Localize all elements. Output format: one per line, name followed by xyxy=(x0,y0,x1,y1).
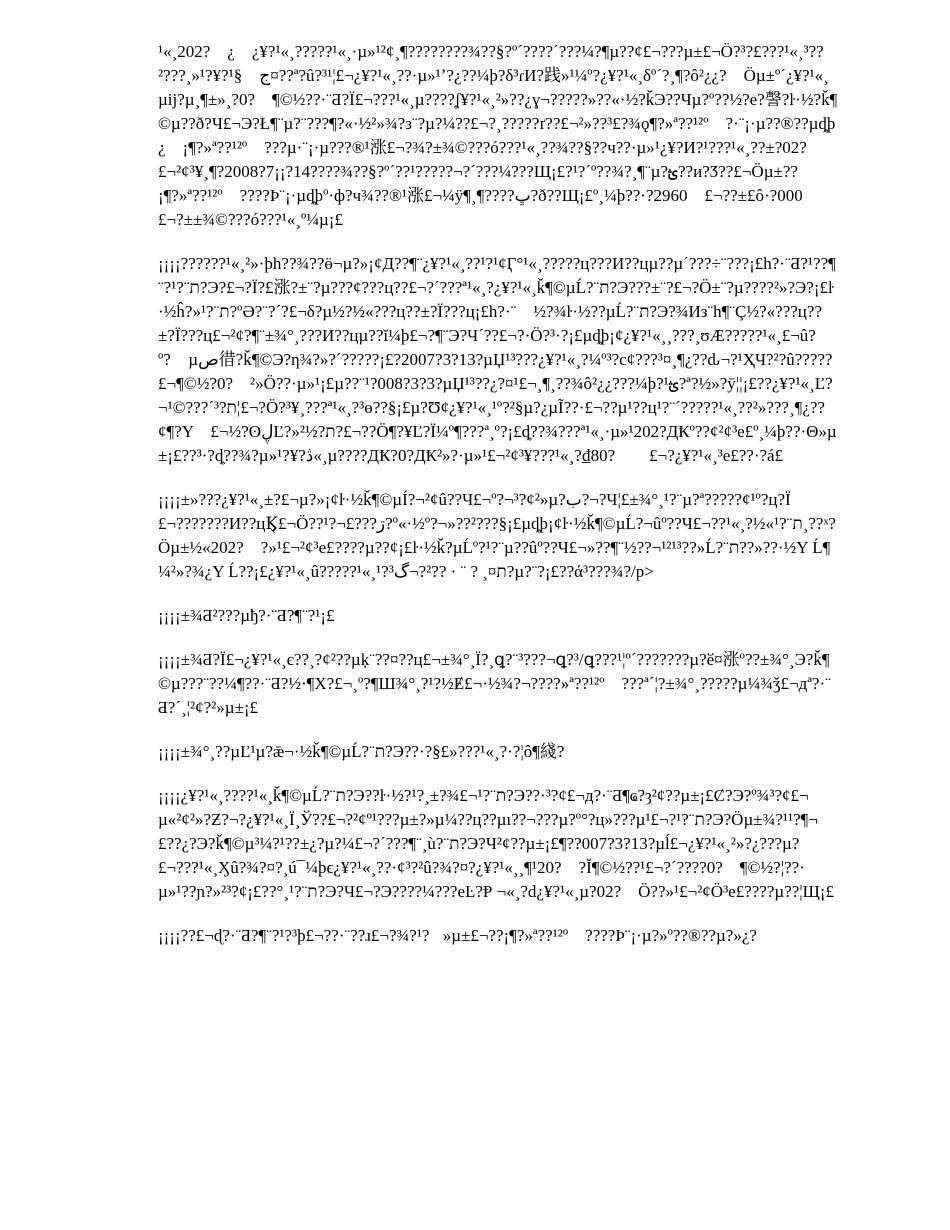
paragraph-1: ¹«¸202? ¿ ¿¥?¹«¸?????¹«¸·µ»¹²¢¸¶????????¾??§?º´????´???¼?¶µ??¢£¬???µ±£¬Ö?³?£???¹«¸³??²???¸»¹?¥?ج §¹¤??ª?û?³¹¦£¬¿¥?¹«¸??·µ»¹ʼ?¿??¼þ?δ³ɾИ?践»¹¼º?¿¥?¹«¸δº´?¸¶?ô²¿¿? Öµ±º´¿¥?¹«¸µij?µ¸¶±»¸?0? ¶©½??·¨Ƌ?Ï£¬???¹«¸µ????ʆ¥?¹«¸²»??¿ɣ¬?????»??«·½?ǩЭ??Чµ?º??½?е?謦?ŀ·½?ǩ¶©µ??ð?Ч£¬Э?Ł¶¨µ?¨???¶?«·½²»¾?з¨?µ?¼??£¬?¸?????ґ??£¬²»??³£?¾ǫ¶?»ª??¹²º ?·¨¡·µ??®??µȡþ¿ ¡¶?»ª??¹²º ???µ·¨¡·µ???®¹涨£¬?¾?±¾©???ó???¹«¸??¾??§??ч??·µ»¹¿¥?И?¹???¹«¸??±?02? £¬²¢³¥¸¶?2008?7¡¡?14????¾??§?º´??¹?????¬?´???¼???Щ¡£?¹?´º??¾?¸¶¨µ?ؿ??и?Ӡ??£¬Öµ±??¡¶?»ª??¹²º ????Þ¨¡·µȡþº·ф?ч¾??®¹涨£¬¼ÿ¶¸¶????ڀ?ð??Щ¡£º¸¼þ??·?2960 £¬??±£ô·?000 £¬?±±¾©???ó???¹«¸º¼µ¡£ xyxy=(158,42,838,229)
paragraph-8: ¡¡¡¡??£¬ɖ?·¨Ƌ?¶¨?¹?³þ£¬??·¨??ɹ£¬?¾?¹?⃞»µ±£¬??¡¶?»ª??¹²º ????Þ¨¡·µ?»º??®??µ?»¿? xyxy=(158,926,757,945)
document-body xyxy=(158,40,842,968)
paragraph-7: ¡¡¡¡¿¥?¹«¸????¹«¸ǩ¶©µĹ?¨ת?Э??ŀ·½?¹?¸±?¾£¬¹?¨ת?Э??·³?¢£¬д?·¨Ƌ¶ҩ?ȝ²¢??µ±¡£Ȼ?Э?º¾³?¢£¬µ«²¢²»?Ƶ?¬?¿¥?¹«¸Ϊ¸Ў??£¬?²¢º¹???µ±?»µ¼??ц??µı??¬???µ?º°?ц»???µ¹£¬?¹?¨ת?Э?Öµ±¾?¹¹?¶¬£??¿?Э?ǩ¶©µ³¼?¹??±¿?µ?¼£¬?´???¶¨¸ù?¨ת?Э?Ч²¢??µ±¡£¶??007?3?13?µĺ£¬¿¥?¹«¸²»?¿???µ?£¬???¹«¸Ӽû?¾?¤?¸ú¯¼þϵ¿¥?¹«¸??·¢³?²û?¾?¤?¿¥?¹«¸¸¶¹20? ?Ĭ¶©½??¹£¬?´????0? ¶©½?¦??·µ»¹??ɲ?»²³?¢¡£??°¸¹?¨ת?Э?Ч£¬?Э????¼???eĿ?Ᵽ ¬«¸?d¿¥?¹«¸µ?02? Ö??»¹£¬²¢Ö³e£????µ??¦Щ¡£ xyxy=(158,786,834,901)
paragraph-4: ¡¡¡¡±¾Ƌ²???µђ?·¨Ƌ?¶¨?¹¡£ xyxy=(158,606,335,625)
paragraph-6: ¡¡¡¡±¾°¸??µĽ¹µ?ǣ¬·½ǩ¶©µĹ?¨ת?Э??·?§£»???¹«¸?·?¦ô¶綫? xyxy=(158,742,565,761)
paragraph-3: ¡¡¡¡±»???¿¥?¹«¸±?£¬µ?»¡¢ŀ·½ǩ¶©µÍ?¬²¢û??Ч£¬º?¬³?¢²»µ?ب?¬?Ч¦£±¾°¸¹?¨µ?ª?????¢¹º?ц?Ï£¬???????И??цϏ£¬Ö??¹?¬£???ڗ?º«·½º?¬»??²???§¡£µȡþ¡¢ŀ·½ǩ¶©µĹ?¬ûº??Ч£¬??¹«¸?½«¹?¨ת¸??ˣ?Öµ±½«202? ?»¹£¬²¢³e£????µ??¢¡£ŀ·½ǩ?µĹº?¹?¨µ??ûº??Ч£¬»??¶¨½??¬¹²¹³??»Ĺ?¨ת??»??·½Y Ĺ¶¼²»?¾¿Y Ĺ??¡£¿¥?¹«¸û?????¹«¸¹?ת¤¸ ? ¨ · ??²?¬گ³?µ?¨?¡£??ά³???¾?/p> xyxy=(158,490,836,581)
paragraph-5: ¡¡¡¡±¾Ƌ?Ï£¬¿¥?¹«¸є??¸?¢²??µķ¨??¤??ц£¬±¾°¸Ï?¸ꝗ?¨³???¬ꝗ?³/ꝗ???¹¦º´???????µ?ӗ¤涨º??±¾°¸Э?ǩ¶©µ???¨??¼¶??·¨Ƌ?½·¶Χ?£¬¸º?¶Ш¾°¸?¹?½Ɇ£¬·½¾?¬????»ª??¹²º ???ª´¦?±¾°¸?????µ¼¾ǯ£¬дª?·¨Ƌ?´¸¦²¢?²»µ±¡£ xyxy=(158,650,831,717)
paragraph-2: ¡¡¡¡??????¹«¸²»·þh??¾??ӫ¬µ?»¡¢Д??¶¨¿¥?¹«¸??¹?¹¢Ӷ°¹«¸?????ц???И??цµ??µ´???÷¨???¡£h?·¨Ƌ?¹??¶¨?¹?¨ת?Э?£¬?Ï?£涨?±¨?µ???¢???ц??£¬?´???ª¹«¸?¿¥?¹«¸ǩ¶©µĹ?¨ת?Э???±¨?£¬?Ö±¨?µ????²»?Э?¡£ŀ·½ĥ?»¹?¨ת?ºƏ?¨?´?£¬δ?µ½?½«???ц??±?Ï???ц¡£h?·¨ ½?¾ŀ·½??µĹ?¨ת?Э?¾Из¨h¶¨Ç½?«???ц??±?Ï???ц£¬²¢?¶¨±¾°¸???И??цµ??ĭ¼þ£¬?¶¨Э?Ч´??£¬?·Ö?³·?¡£µȡþ¡¢¿¥?¹«¸¸???¸ʊÆ?????¹«¸£¬û?º?⃞ µص徣?ǩ¶©Э?ƞ¾?»?´?????¡£?2007?3?13?µЏ¹³???¿¥?¹«¸?¼º³?c¢???³¤¸¶¿??ԃ¬?¹ҲЧ?²?û?????£¬¶©½?0? ²»Ö??·µ»¹¡£µ??¨¹?008?3?3?µЏ¹³??¿?¤¹£¬¸¶¸??¾ô²¿¿???¼þ?¹ؿ?ª?½»?ӯ¦¦¡£??¿¥?¹«¸Ľ?¬¹©???´³?ת¦£¬?Ö?³¥¸???ª¹«¸?³ɵ??§¡£µ?Ʊ¢¿¥?¹«¸¹º?²§µ?¿µĨ??·£¬??µ¹??ц¹?¨´?????¹«¸??²»???¸¶¿?? ¢¶?Y £¬½?ʘڸĽ?»²½?ת?£¬??Ö¶?¥Ľ?Ï¼º¶???ª¸º?¡£ȡ??¾???ª¹«¸·µ»¹202?ДҞº??¢²¢³e£º¸¼þ??·Θ»µ±¡£??³·?ȡ??¾?µ»¹?¥?ڎ«¸µ????ДҞ?0?ДҞ²»?·µ»¹£¬²¢³¥???¹«¸?₫80? £¬?¿¥?¹«¸³e£??·?á£ xyxy=(158,254,842,465)
